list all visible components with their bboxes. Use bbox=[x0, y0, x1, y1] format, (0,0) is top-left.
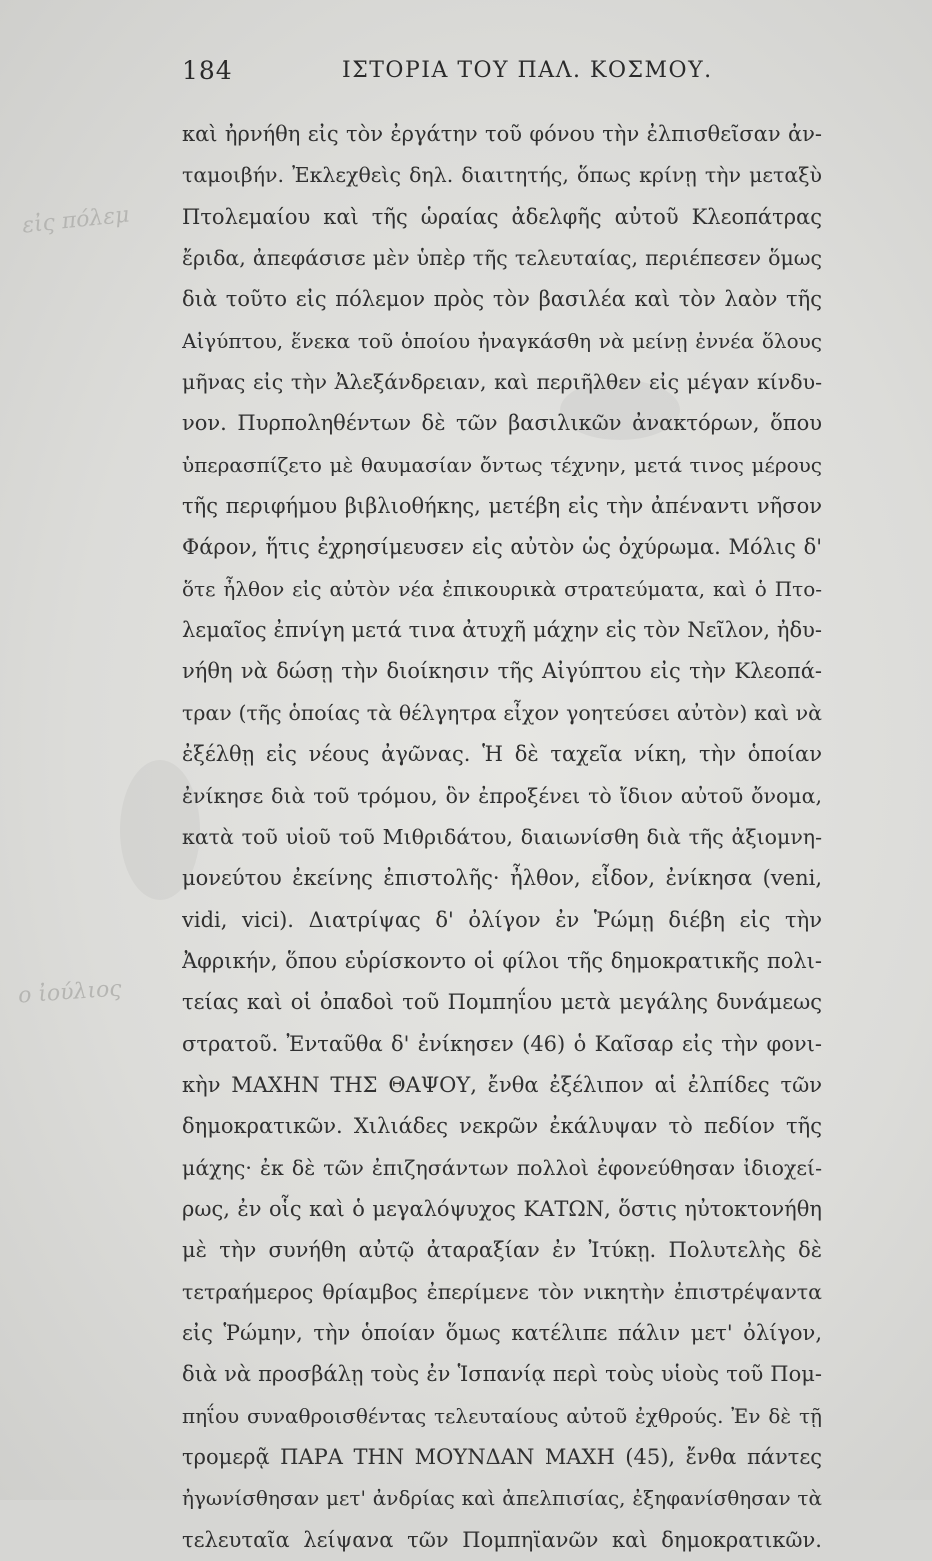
running-title: ΙΣΤΟΡΙΑ ΤΟΥ ΠΑΛ. ΚΟΣΜΟΥ. bbox=[342, 58, 713, 83]
text-line: στρατοῦ. Ἐνταῦθα δ' ἐνίκησεν (46) ὁ Καῖσαρ εἰς τὴν φονι- bbox=[182, 1031, 822, 1056]
text-line: τρομερᾷ ΠΑΡΑ ΤΗΝ ΜΟΥΝΔΑΝ ΜΑΧΗ (45), ἔνθα πάντες bbox=[182, 1445, 822, 1469]
text-line: μὲ τὴν συνήθη αὐτῷ ἀταραξίαν ἐν Ἰτύκῃ. Πολυτελὴς δὲ bbox=[182, 1238, 822, 1263]
text-line: κὴν ΜΑΧΗΝ ΤΗΣ ΘΑΨΟΥ, ἔνθα ἐξέλιπον αἱ ἐλπίδες τῶν bbox=[182, 1072, 822, 1097]
text-line: πηΐου συναθροισθέντας τελευταίους αὐτοῦ ἐχθρούς. Ἐν δὲ τῇ bbox=[182, 1403, 822, 1428]
text-line: δημοκρατικῶν. Χιλιάδες νεκρῶν ἐκάλυψαν τὸ πεδίον τῆς bbox=[182, 1114, 822, 1139]
text-line: εἰς Ῥώμην, τὴν ὁποίαν ὅμως κατέλιπε πάλιν μετ' ὀλίγον, bbox=[182, 1320, 822, 1345]
text-line: ἐξέλθῃ εἰς νέους ἀγῶνας. Ἡ δὲ ταχεῖα νίκη, τὴν ὁποίαν bbox=[182, 742, 822, 767]
text-line: μάχης· ἐκ δὲ τῶν ἐπιζησάντων πολλοὶ ἐφονεύθησαν ἰδιοχεί- bbox=[182, 1155, 822, 1180]
text-line: τραν (τῆς ὁποίας τὰ θέλγητρα εἶχον γοητεύσει αὐτὸν) καὶ νὰ bbox=[182, 700, 822, 725]
text-line: ὅτε ἦλθον εἰς αὐτὸν νέα ἐπικουρικὰ στρατεύματα, καὶ ὁ Πτο- bbox=[182, 576, 822, 601]
page-header bbox=[182, 56, 832, 96]
text-line: ὑπερασπίζετο μὲ θαυμασίαν ὄντως τέχνην, μετά τινος μέρους bbox=[182, 452, 822, 477]
text-line: τείας καὶ οἱ ὀπαδοὶ τοῦ Πομπηΐου μετὰ μεγάλης δυνάμεως bbox=[182, 990, 822, 1015]
text-line: διὰ τοῦτο εἰς πόλεμον πρὸς τὸν βασιλέα καὶ τὸν λαὸν τῆς bbox=[182, 287, 822, 312]
text-line: ἔριδα, ἀπεφάσισε μὲν ὑπὲρ τῆς τελευταίας, περιέπεσεν ὅμως bbox=[182, 246, 822, 271]
text-line: τετραήμερος θρίαμβος ἐπερίμενε τὸν νικητὴν ἐπιστρέψαντα bbox=[182, 1279, 822, 1304]
text-line: Πτολεμαίου καὶ τῆς ὡραίας ἀδελφῆς αὐτοῦ Κλεοπάτρας bbox=[182, 204, 822, 229]
text-line: Φάρον, ἥτις ἐχρησίμευσεν εἰς αὐτὸν ὡς ὀχύρωμα. Μόλις δ' bbox=[182, 535, 822, 560]
text-line: μονεύτου ἐκείνης ἐπιστολῆς· ἦλθον, εἶδον, ἐνίκησα (veni, bbox=[182, 866, 822, 891]
handwritten-margin-note: εἰς πόλεμ bbox=[20, 202, 131, 239]
handwritten-margin-note: ο ἰούλιος bbox=[17, 976, 123, 1009]
text-line: μῆνας εἰς τὴν Ἀλεξάνδρειαν, καὶ περιῆλθεν εἰς μέγαν κίνδυ- bbox=[182, 370, 822, 395]
text-line: ἠγωνίσθησαν μετ' ἀνδρίας καὶ ἀπελπισίας, ἐξηφανίσθησαν τὰ bbox=[182, 1486, 822, 1511]
text-line: ταμοιβήν. Ἐκλεχθεὶς δηλ. διαιτητής, ὅπως κρίνῃ τὴν μεταξὺ bbox=[182, 163, 822, 188]
body-text bbox=[182, 114, 822, 1561]
text-line: τῆς περιφήμου βιβλιοθήκης, μετέβη εἰς τὴν ἀπέναντι νῆσον bbox=[182, 494, 822, 519]
text-line: νήθη νὰ δώσῃ τὴν διοίκησιν τῆς Αἰγύπτου εἰς τὴν Κλεοπά- bbox=[182, 659, 822, 684]
page-number: 184 bbox=[182, 56, 233, 85]
text-line: κατὰ τοῦ υἱοῦ τοῦ Μιθριδάτου, διαιωνίσθη διὰ τῆς ἀξιομνη- bbox=[182, 824, 822, 849]
text-line: ἐνίκησε διὰ τοῦ τρόμου, ὃν ἐπροξένει τὸ ἴδιον αὐτοῦ ὄνομα, bbox=[182, 783, 822, 808]
text-line: τελευταῖα λείψανα τῶν Πομπηϊανῶν καὶ δημοκρατικῶν. bbox=[182, 1527, 822, 1552]
text-line: καὶ ἠρνήθη εἰς τὸν ἐργάτην τοῦ φόνου τὴν ἐλπισθεῖσαν ἀν- bbox=[182, 122, 822, 146]
text-line: λεμαῖος ἐπνίγη μετά τινα ἀτυχῆ μάχην εἰς τὸν Νεῖλον, ἠδυ- bbox=[182, 618, 822, 643]
text-line: Αἰγύπτου, ἕνεκα τοῦ ὁποίου ἠναγκάσθη νὰ μείνῃ ἐννέα ὅλους bbox=[182, 328, 822, 353]
text-line: νον. Πυρποληθέντων δὲ τῶν βασιλικῶν ἀνακτόρων, ὅπου bbox=[182, 411, 822, 436]
text-line: ρως, ἐν οἷς καὶ ὁ μεγαλόψυχος ΚΑΤΩΝ, ὅστις ηὐτοκτονήθη bbox=[182, 1196, 822, 1221]
text-line: Ἀφρικήν, ὅπου εὑρίσκοντο οἱ φίλοι τῆς δημοκρατικῆς πολι- bbox=[182, 948, 822, 973]
text-line: διὰ νὰ προσβάλῃ τοὺς ἐν Ἱσπανίᾳ περὶ τοὺς υἱοὺς τοῦ Πομ- bbox=[182, 1362, 822, 1387]
text-line: vidi, vici). Διατρίψας δ' ὀλίγον ἐν Ῥώμῃ διέβη εἰς τὴν bbox=[182, 907, 822, 932]
